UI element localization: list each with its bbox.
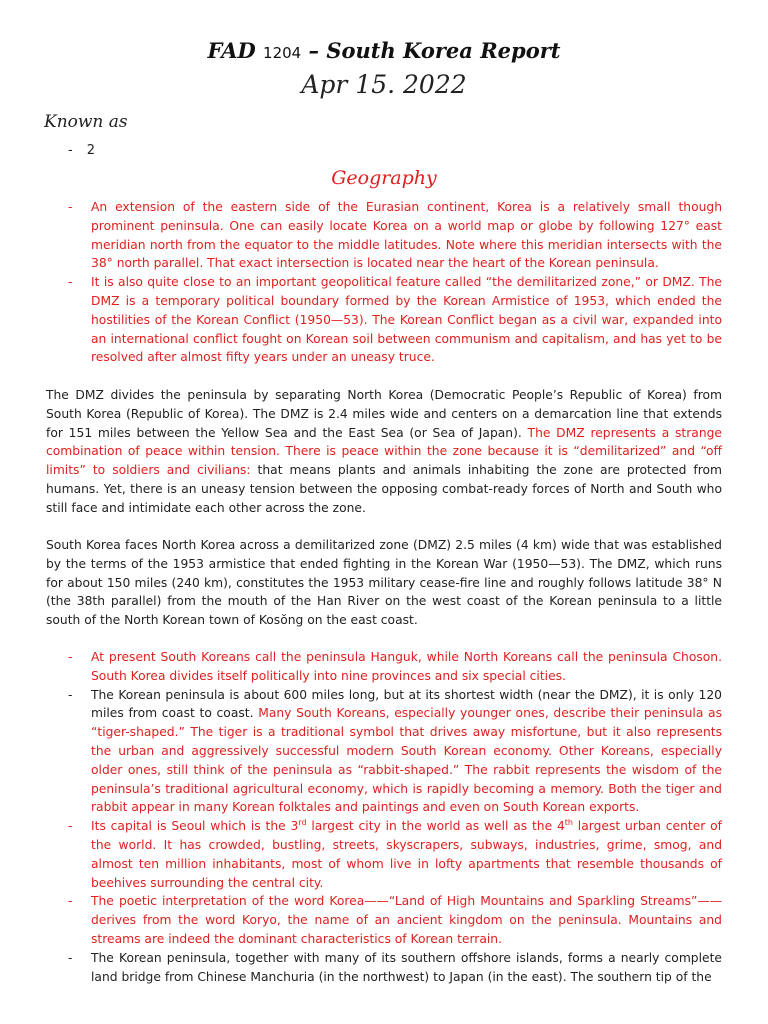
dmz-facts-paragraph: South Korea faces North Korea across a demilitarized zone (DMZ) 2.5 miles (4 km) wide that was established by the terms of the 1953 armistice that ended fighting in the Korean War (1950—53). The DMZ, which runs for about 150 miles (240 km), constitutes the 1953 military cease-fire line and roughly follows latitude 38° N (the 38th parallel) from the mouth of the Han River on the west coast of the Korean peninsula to a little south of the North Korean town of Kosŏng on the east coast. [46,538,722,628]
title-prefix: FAD [207,38,256,63]
bullet-text: An extension of the eastern side of the Eurasian continent, Korea is a relatively small though prominent peninsula. One can easily locate Korea on a world map or globe by following 127° east meridian north from the equator to the middle latitudes. Note where this meridian intersects with the 38° north parallel. That exact intersection is located near the heart of the Korean peninsula. [91,200,722,271]
list-dash: - [68,950,73,965]
known-as-label: Known as [44,112,128,132]
bullet-text: The Korean peninsula, together with many of its southern offshore islands, forms a nearly complete land bridge from Chinese Manchuria (in the northwest) to Japan (in the east). The southern tip of the [91,950,722,984]
facts-bullet-list [68,648,722,986]
list-dash: - [68,687,73,702]
section-heading-geography: Geography [331,167,437,189]
bullet-text: The Korean peninsula is about 600 miles long, but at its shortest width (near the DMZ), it is only 120 miles from coast to coast. [91,687,722,721]
list-dash: - [68,200,73,214]
list-item [68,648,722,686]
bullet-text: Its capital is Seoul which is the 3 [91,819,299,834]
list-item [68,892,722,948]
known-as-value: 2 [86,143,95,158]
bullet-text: It is also quite close to an important geopolitical feature called “the demilitarized zone,” or DMZ. The DMZ is a temporary political boundary formed by the Korean Armistice of 1953, which ended the hostilities of the Korean Conflict (1950—53). The Korean Conflict began as a civil war, expanded into an international conflict fought on Korean soil between communism and capitalism, and has yet to be resolved after almost fifty years under an uneasy truce. [91,275,722,365]
ordinal-suffix: rd [298,818,307,828]
report-date: Apr 15. 2022 [301,70,467,99]
highlighted-text: The DMZ represents a strange combination of peace within tension. There is peace within the zone because it is “demilitarized” and “off limits” to soldiers and civilians: [46,425,722,478]
list-dash: - [68,650,73,664]
ordinal-suffix: th [564,818,573,828]
course-number: 1204 [263,44,302,62]
list-item [68,949,722,987]
bullet-text: largest city in the world as well as the 4 [306,819,565,834]
paragraph-text: that means plants and animals inhabiting the zone are protected from humans. Yet, there is an uneasy tension between the opposing combat-ready forces of North and South who still face and intimidate each other across the zone. [46,463,723,515]
bullet-text: At present South Koreans call the peninsula Hanguk, while North Koreans call the peninsula Choson. South Korea divides itself politically into nine provinces and six special cities. [91,650,722,683]
list-dash: - [68,143,73,158]
title-suffix: – South Korea Report [301,38,561,63]
known-as-list-item [68,143,95,158]
paragraph-text: The DMZ divides the peninsula by separating North Korea (Democratic People’s Republic of Korea) from South Korea (Republic of Korea). The DMZ is 2.4 miles wide and centers on a demarcation line that extends for 151 miles between the Yellow Sea and the East Sea (or Sea of Japan). [46,388,722,440]
list-item [68,198,722,273]
bullet-text: largest urban center of the world. It has crowded, bustling, streets, skyscrapers, subways, industries, grime, smog, and almost ten million inhabitants, most of whom live in lofty apartments that resemble thousands of beehives surrounding the central city. [91,819,722,890]
geography-bullet-list [68,198,722,367]
list-dash: - [68,819,73,834]
list-dash: - [68,894,73,909]
list-item [68,273,722,367]
dmz-paragraph [46,386,722,518]
bullet-text: The poetic interpretation of the word Korea——“Land of High Mountains and Sparkling Streams”—— derives from the word Koryo, the name of an ancient kingdom on the peninsula. Mountains and streams are indeed the dominant characteristics of Korean terrain. [91,894,722,946]
report-title [0,38,768,63]
list-item [68,817,722,892]
list-dash: - [68,275,73,290]
highlighted-text: Many South Koreans, especially younger ones, describe their peninsula as “tiger-shaped.” The tiger is a traditional symbol that drives away misfortune, but it also represents the urban and aggressively successful modern South Korean economy. Other Koreans, especially older ones, still think of the peninsula as “rabbit-shaped.” The rabbit represents the wisdom of the peninsula’s traditional agricultural economy, which is rapidly becoming a memory. Both the tiger and rabbit appear in many Korean folktales and paintings and even on South Korean exports. [91,706,723,815]
list-item [68,686,722,818]
